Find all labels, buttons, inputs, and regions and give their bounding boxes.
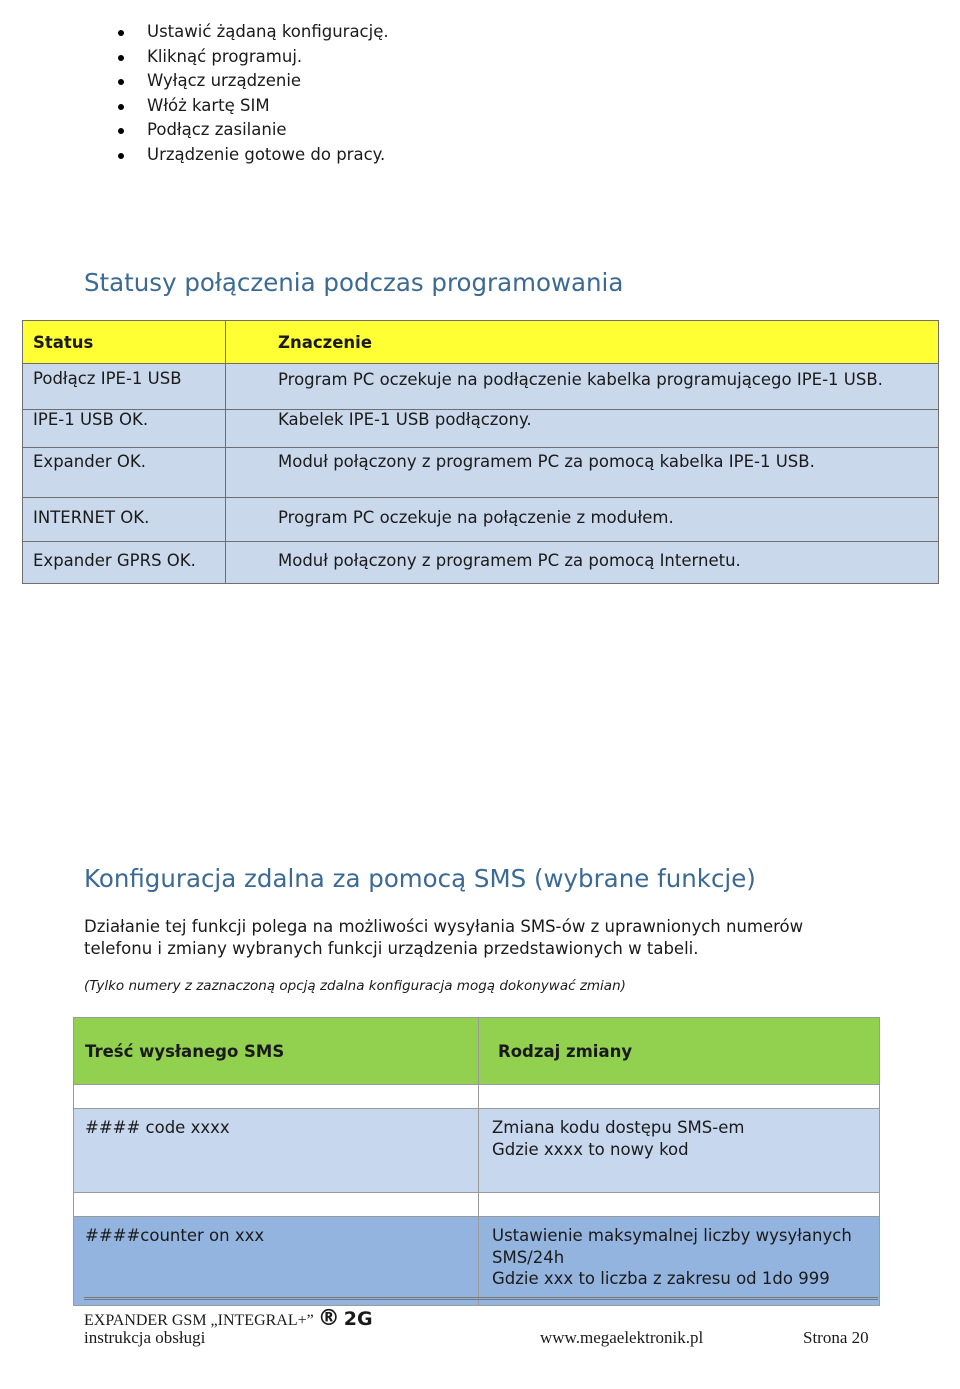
meaning-column-header: Znaczenie <box>226 321 939 364</box>
meaning-cell: Kabelek IPE-1 USB podłączony. <box>226 410 939 448</box>
status-cell: Expander OK. <box>23 448 226 498</box>
step-text: Kliknąć programuj. <box>147 46 303 66</box>
footer-website: www.megaelektronik.pl <box>540 1328 704 1347</box>
table-header-row <box>23 321 939 364</box>
bullet-icon <box>118 153 124 159</box>
change-description-cell <box>479 1217 880 1306</box>
setup-steps-list <box>118 20 389 167</box>
table-row <box>23 364 939 410</box>
status-column-header: Status <box>23 321 226 364</box>
bullet-icon <box>118 30 124 36</box>
sms-content-header: Treść wysłanego SMS <box>74 1018 479 1085</box>
list-item <box>118 20 389 45</box>
list-item <box>118 143 389 168</box>
footer-divider <box>84 1297 878 1300</box>
change-line: Zmiana kodu dostępu SMS-em <box>492 1118 745 1137</box>
status-cell: Expander GPRS OK. <box>23 542 226 584</box>
list-item <box>118 118 389 143</box>
bullet-icon <box>118 104 124 110</box>
sms-command-cell: ####counter on xxx <box>74 1217 479 1306</box>
change-line: Ustawienie maksymalnej liczby wysyłanych SMS/24h <box>492 1226 852 1267</box>
table-spacer <box>74 1193 880 1217</box>
sms-section-title: Konfiguracja zdalna za pomocą SMS (wybrane funkcje) <box>84 864 756 893</box>
bullet-icon <box>118 79 124 85</box>
table-spacer <box>74 1085 880 1109</box>
status-section-title: Statusy połączenia podczas programowania <box>84 268 624 297</box>
sms-command-table <box>73 1017 880 1306</box>
generation-label: 2G <box>343 1308 373 1330</box>
registered-mark: ® <box>317 1306 340 1331</box>
table-row <box>23 498 939 542</box>
table-header-row <box>74 1018 880 1085</box>
step-text: Włóż kartę SIM <box>147 95 270 115</box>
meaning-cell: Program PC oczekuje na połączenie z modułem. <box>226 498 939 542</box>
table-row <box>23 448 939 498</box>
table-row <box>74 1109 880 1193</box>
list-item <box>118 94 389 119</box>
list-item <box>118 45 389 70</box>
status-cell: IPE-1 USB OK. <box>23 410 226 448</box>
status-cell: Podłącz IPE-1 USB <box>23 364 226 410</box>
table-row <box>23 410 939 448</box>
change-line: Gdzie xxxx to nowy kod <box>492 1139 689 1159</box>
meaning-cell: Moduł połączony z programem PC za pomocą Internetu. <box>226 542 939 584</box>
status-cell: INTERNET OK. <box>23 498 226 542</box>
step-text: Urządzenie gotowe do pracy. <box>147 144 386 164</box>
step-text: Wyłącz urządzenie <box>147 71 302 90</box>
bullet-icon <box>118 128 124 134</box>
meaning-cell: Moduł połączony z programem PC za pomocą kabelka IPE-1 USB. <box>226 448 939 498</box>
table-row <box>74 1217 880 1306</box>
meaning-cell: Program PC oczekuje na podłączenie kabelka programującego IPE-1 USB. <box>226 364 939 410</box>
sms-description: Działanie tej funkcji polega na możliwości wysyłania SMS-ów z uprawnionych numerów telefonu i zmiany wybranych funkcji urządzenia przedstawionych w tabeli. <box>84 917 804 958</box>
step-text: Ustawić żądaną konfigurację. <box>147 22 389 41</box>
change-line: Gdzie xxx to liczba z zakresu od 1do 999 <box>492 1269 830 1288</box>
change-description-cell <box>479 1109 880 1193</box>
table-row <box>23 542 939 584</box>
footer-page-number: Strona 20 <box>803 1328 869 1347</box>
bullet-icon <box>118 55 124 61</box>
product-name: EXPANDER GSM „INTEGRAL+” <box>84 1312 314 1329</box>
change-type-header: Rodzaj zmiany <box>479 1018 880 1085</box>
step-text: Podłącz zasilanie <box>147 120 287 139</box>
footer-manual-label: instrukcja obsługi <box>84 1328 206 1347</box>
sms-note: (Tylko numery z zaznaczoną opcją zdalna konfiguracja mogą dokonywać zmian) <box>84 978 626 994</box>
sms-command-cell: #### code xxxx <box>74 1109 479 1193</box>
list-item <box>118 69 389 94</box>
status-table <box>22 320 939 584</box>
